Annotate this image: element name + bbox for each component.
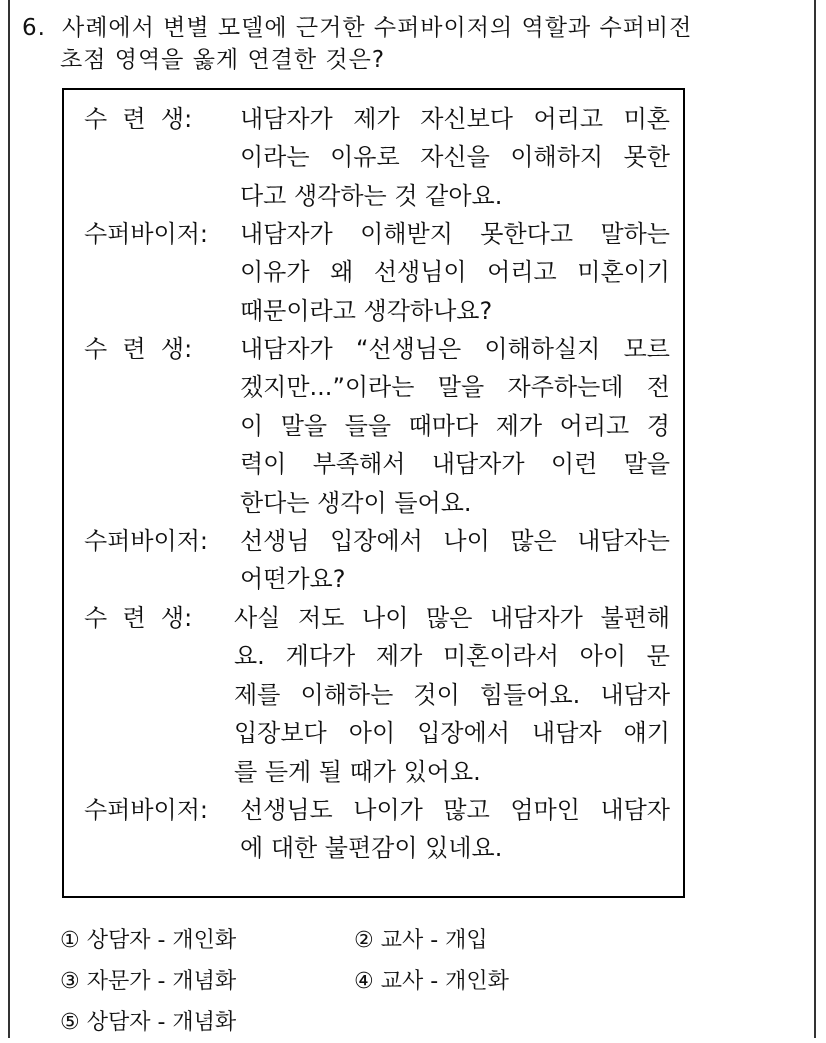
- choice-4[interactable]: ④ 교사 - 개인화: [354, 969, 509, 994]
- page-border-left: [8, 0, 10, 1038]
- speaker-label: 수 련 생:: [84, 604, 193, 632]
- question-text-line2: 초점 영역을 옳게 연결한 것은?: [60, 47, 386, 73]
- choice-5[interactable]: ⑤ 상담자 - 개념화: [60, 1010, 237, 1035]
- utterance: [240, 330, 670, 522]
- utterance: [240, 791, 670, 868]
- utterance-line: 력이 부족해서 내담자가 이런 말을: [240, 450, 670, 479]
- utterance-line: 한다는 생각이 들어요.: [240, 488, 472, 517]
- utterance-line: 이 말을 들을 때마다 제가 어리고 경: [240, 411, 670, 440]
- utterance-line: 이유가 왜 선생님이 어리고 미혼이기: [240, 258, 670, 287]
- dialogue-box: [62, 88, 685, 898]
- choice-2[interactable]: ② 교사 - 개입: [354, 928, 488, 953]
- utterance-line: 요. 게다가 제가 미혼이라서 아이 문: [234, 642, 670, 671]
- utterance-line: 내담자가 “선생님은 이해하실지 모르: [240, 335, 670, 363]
- utterance-line: 제를 이해하는 것이 힘들어요. 내담자: [234, 680, 670, 709]
- utterance-line: 내담자가 제가 자신보다 어리고 미혼: [240, 105, 670, 133]
- utterance: [240, 100, 670, 215]
- utterance: [240, 522, 670, 599]
- utterance-line: 겠지만...”이라는 말을 자주하는데 전: [240, 373, 670, 402]
- utterance-line: 사실 저도 나이 많은 내담자가 불편해: [234, 604, 670, 632]
- utterance: [234, 599, 670, 791]
- page-border-right: [814, 0, 816, 1038]
- utterance-line: 이라는 이유로 자신을 이해하지 못한: [240, 143, 670, 172]
- utterance-line: 입장보다 아이 입장에서 내담자 얘기: [234, 719, 670, 748]
- utterance-line: 를 듣게 될 때가 있어요.: [234, 757, 481, 786]
- utterance-line: 때문이라고 생각하나요?: [240, 296, 493, 325]
- question-text-line1: 사례에서 변별 모델에 근거한 수퍼바이저의 역할과 수퍼비전: [62, 15, 693, 41]
- utterance-line: 어떤가요?: [240, 565, 346, 594]
- utterance-line: 에 대한 불편감이 있네요.: [240, 834, 503, 863]
- speaker-label: 수 련 생:: [84, 105, 193, 133]
- choice-3[interactable]: ③ 자문가 - 개념화: [60, 969, 237, 994]
- speaker-label: 수퍼바이저:: [84, 527, 209, 555]
- question-stem: [22, 12, 802, 76]
- speaker-label: 수퍼바이저:: [84, 220, 209, 248]
- question-number: 6.: [22, 15, 46, 41]
- speaker-label: 수퍼바이저:: [84, 796, 209, 824]
- choice-1[interactable]: ① 상담자 - 개인화: [60, 928, 237, 953]
- utterance-line: 선생님 입장에서 나이 많은 내담자는: [240, 527, 670, 555]
- speaker-label: 수 련 생:: [84, 335, 193, 363]
- utterance-line: 다고 생각하는 것 같아요.: [240, 181, 503, 210]
- utterance-line: 선생님도 나이가 많고 엄마인 내담자: [240, 796, 670, 824]
- utterance-line: 내담자가 이해받지 못한다고 말하는: [240, 220, 670, 248]
- utterance: [240, 215, 670, 330]
